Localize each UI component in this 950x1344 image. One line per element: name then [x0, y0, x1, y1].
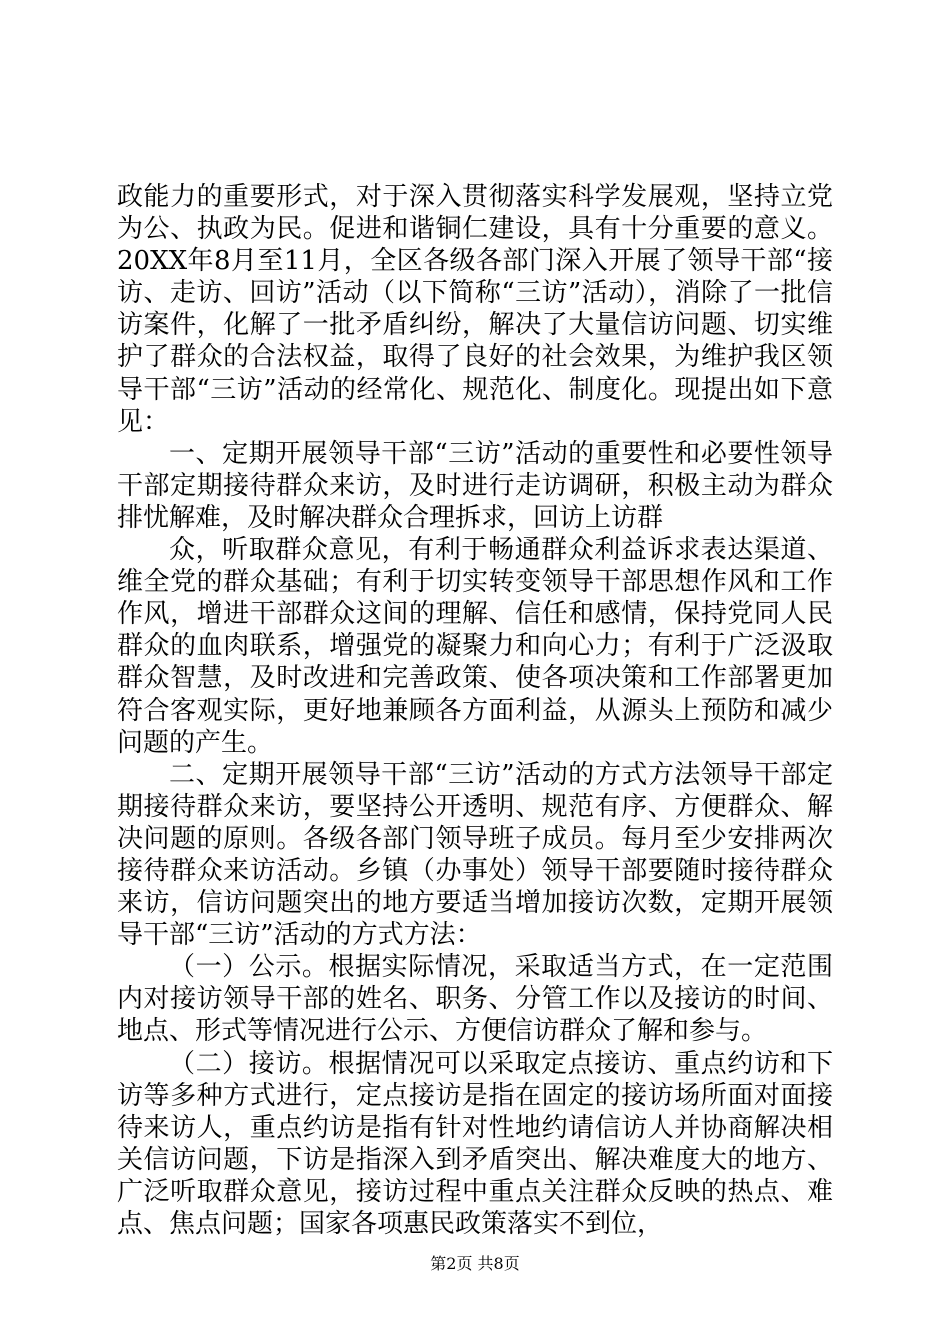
paragraph-1: 政能力的重要形式，对于深入贯彻落实科学发展观，坚持立党为公、执政为民。促进和谐铜仁建设，具有十分重要的意义。20XX年8月至11月，全区各级各部门深入开展了领导干部“接访、走访、回访”活动（以下简称“三访”活动），消除了一批信访案件，化解了一批矛盾纠纷，解决了大量信访问题、切实维护了群众的合法权益，取得了良好的社会效果，为维护我区领导干部“三访”活动的经常化、规范化、制度化。现提出如下意见： — [117, 182, 833, 437]
page-footer: 第2页 共8页 — [430, 1254, 520, 1273]
paragraph-4: 二、定期开展领导干部“三访”活动的方式方法领导干部定期接待群众来访，要坚持公开透明、规范有序、方便群众、解决问题的原则。各级各部门领导班子成员。每月至少安排两次接待群众来访活动。乡镇（办事处）领导干部要随时接待群众来访，信访问题突出的地方要适当增加接访次数，定期开展领导干部“三访”活动的方式方法： — [117, 759, 833, 951]
paragraph-3: 众，听取群众意见，有利于畅通群众利益诉求表达渠道、维全党的群众基础；有利于切实转变领导干部思想作风和工作作风，增进干部群众这间的理解、信任和感情，保持党同人民群众的血肉联系，增强党的凝聚力和向心力；有利于广泛汲取群众智慧，及时改进和完善政策、使各项决策和工作部署更加符合客观实际，更好地兼顾各方面利益，从源头上预防和减少问题的产生。 — [117, 535, 833, 758]
paragraph-6: （二）接访。根据情况可以采取定点接访、重点约访和下访等多种方式进行，定点接访是指在固定的接访场所面对面接待来访人，重点约访是指有针对性地约请信访人并协商解决相关信访问题，下访是指深入到矛盾突出、解决难度大的地方、广泛听取群众意见，接访过程中重点关注群众反映的热点、难点、焦点问题；国家各项惠民政策落实不到位， — [117, 1048, 833, 1239]
document-body — [117, 181, 833, 1240]
paragraph-5: （一）公示。根据实际情况，采取适当方式，在一定范围内对接访领导干部的姓名、职务、分管工作以及接访的时间、地点、形式等情况进行公示、方便信访群众了解和参与。 — [117, 952, 833, 1047]
paragraph-2: 一、定期开展领导干部“三访”活动的重要性和必要性领导干部定期接待群众来访，及时进行走访调研，积极主动为群众排忧解难，及时解决群众合理拆求，回访上访群 — [117, 438, 833, 533]
